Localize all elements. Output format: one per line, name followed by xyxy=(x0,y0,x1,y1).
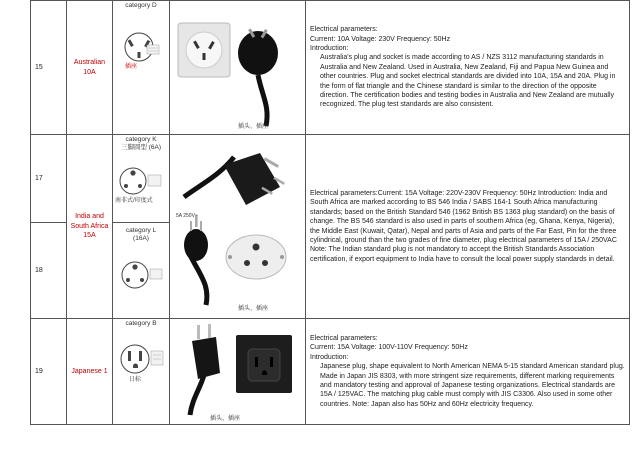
country-name: Japanese 1 xyxy=(67,319,113,425)
country-name: India and South Africa 15A xyxy=(67,135,113,319)
socket-diagram-k-icon xyxy=(113,157,169,217)
description-intro: Introduction: xyxy=(310,44,349,52)
photo-cell xyxy=(170,135,306,319)
socket-diagram-l-icon xyxy=(113,249,169,309)
description-cell xyxy=(306,319,630,425)
plug-standards-table xyxy=(30,0,630,425)
description-body: Electrical parameters:Current: 15A Voltage: 220V-230V Frequency: 50Hz Introduction: India and South Africa are marked according to BS 546 India / SABS 164-1 South Africa manufacturing standards; based on the British Standard 546 (1962 British BS 1363 plug standard) on the basis of change. The BS 546 standard is also used in parts of southern Africa (eg, Ghana, Kenya, Nigeria), the Middle East (Kuwait, Qatar), Nepal and parts of Asia and parts of the Far East, Pin for the three cylindrical, ground than the two grades of fine diameter, plug electrical parameters of 15A / 250VAC Note: The Indian standard plug is not mandatory to accept the British Standards Association certification, if export equipment to India have to consult the local power supply standards in detail. xyxy=(310,189,617,263)
table-row xyxy=(31,1,630,135)
category-label: category B xyxy=(125,320,157,327)
category-label: category K xyxy=(125,136,157,143)
plug-socket-photo-icon xyxy=(170,319,306,425)
plug-socket-photo-icon xyxy=(170,1,306,135)
socket-diagram-b-icon xyxy=(113,333,169,403)
description-intro: Introduction: xyxy=(310,353,349,361)
row-number: 19 xyxy=(31,319,67,425)
category-sublabel: 三脚圆型 (6A) xyxy=(120,144,162,151)
photo-caption: 插头、插座 xyxy=(238,306,269,312)
category-cell xyxy=(113,1,170,135)
photo-cell xyxy=(170,319,306,425)
description-cell xyxy=(306,1,630,135)
description-values: Current: 10A Voltage: 230V Frequency: 50Hz xyxy=(310,35,451,43)
category-cell xyxy=(113,319,170,425)
photo-caption: 插头、插座 xyxy=(210,416,241,422)
description-body: Japanese plug, shape equivalent to North American NEMA 5-15 standard American standard plug. Made in Japan JIS 8303, with more stringent size requirements, different marking requirements and mandatory testing and approval of Japanese testing organizations. Electrical standards are 15A / 125VAC. The matching plug cable must comply with JIS C3306. Also used in some other countries. Note: Japan also has 50Hz and 60Hz electricity frequency. xyxy=(320,363,625,408)
socket-caption: 日标 xyxy=(129,377,142,383)
description-params: Electrical parameters: xyxy=(310,26,378,34)
category-sublabel: (16A) xyxy=(133,235,149,242)
country-name: Australian 10A xyxy=(67,1,113,135)
table-row xyxy=(31,319,630,425)
photo-cell xyxy=(170,1,306,135)
description-cell xyxy=(306,135,630,319)
plug-rating-badge: 5A 250V~ xyxy=(176,213,198,219)
row-number: 18 xyxy=(31,223,67,319)
category-cell xyxy=(113,135,170,223)
category-label: category D xyxy=(125,2,157,9)
table-row xyxy=(31,135,630,223)
category-label: category L xyxy=(125,227,157,234)
description-params: Electrical parameters: xyxy=(310,334,378,342)
description-body: Australia's plug and socket is made according to AS / NZS 3112 manufacturing standards in Australia and New Zealand. Used in Australia, New Zealand, Fiji and Papua New Guinea and other countries. Plug and socket electrical standards are divided into 10A, 15A and 20A. Plug in the form of flat triangle and the Chinese standard is similar to the direction of the opposite direction. The certification bodies and testing bodies in Australia and New Zealand are mutually recognized. The plug test standards are also consistent. xyxy=(320,54,616,109)
socket-caption: 南非式/印度式 xyxy=(115,198,153,204)
row-number: 17 xyxy=(31,135,67,223)
socket-diagram-d-icon xyxy=(113,23,169,123)
plug-socket-photo-icon xyxy=(170,135,306,313)
category-cell xyxy=(113,223,170,319)
socket-caption: 插座 xyxy=(125,64,138,70)
photo-caption: 插头、插座 xyxy=(238,124,269,130)
row-number: 15 xyxy=(31,1,67,135)
description-values: Current: 15A Voltage: 100V-110V Frequency: 50Hz xyxy=(310,344,468,352)
